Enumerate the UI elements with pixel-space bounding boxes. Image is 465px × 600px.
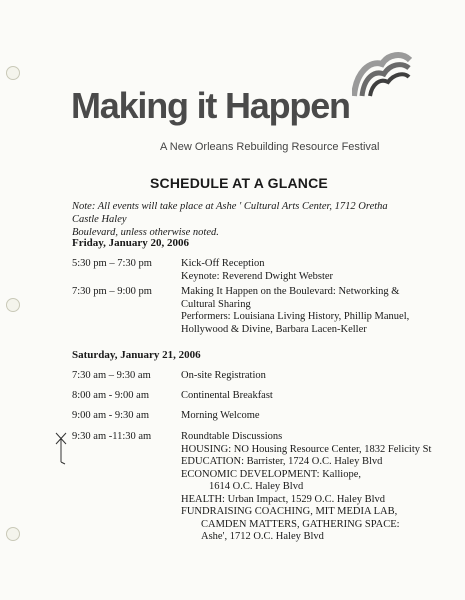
punch-hole-bottom [6, 527, 20, 541]
event-line: HOUSING: NO Housing Resource Center, 1832 Felicity St [181, 443, 432, 455]
event-line: CAMDEN MATTERS, GATHERING SPACE: [201, 518, 400, 530]
event-time: 5:30 pm – 7:30 pm [72, 258, 152, 269]
event-time: 9:00 am - 9:30 am [72, 410, 149, 421]
event-time: 8:00 am - 9:00 am [72, 390, 149, 401]
schedule-heading: SCHEDULE AT A GLANCE [150, 175, 328, 191]
event-line: Continental Breakfast [181, 390, 273, 401]
event-details [181, 370, 421, 383]
note-line: Note: All events will take place at Ashe ' Cultural Arts Center, 1712 Oretha Castle Haley [72, 201, 388, 225]
event-details [181, 390, 421, 403]
event-line: Making It Happen on the Boulevard: Networking & [181, 286, 400, 297]
day-heading-saturday: Saturday, January 21, 2006 [72, 349, 201, 361]
event-line: EDUCATION: Barrister, 1724 O.C. Haley Blvd [181, 456, 383, 467]
event-line: FUNDRAISING COACHING, MIT MEDIA LAB, [181, 506, 398, 517]
event-details [181, 431, 432, 544]
festival-subtitle: A New Orleans Rebuilding Resource Festival [160, 141, 380, 153]
punch-hole-top [6, 66, 20, 80]
event-line: Morning Welcome [181, 410, 260, 421]
event-line: Hollywood & Divine, Barbara Lacen-Keller [181, 323, 367, 335]
festival-title: Making it Happen [71, 85, 350, 126]
punch-hole-middle [6, 298, 20, 312]
event-details [181, 410, 421, 423]
event-line: Ashe', 1712 O.C. Haley Blvd [201, 531, 324, 542]
event-time: 7:30 pm – 9:00 pm [72, 286, 152, 297]
event-line: Keynote: Reverend Dwight Webster [181, 270, 334, 282]
logo-arch-icon [352, 50, 412, 98]
event-line: Kick-Off Reception [181, 258, 265, 269]
note-line: Boulevard, unless otherwise noted. [72, 227, 219, 238]
location-note [72, 200, 412, 239]
event-time: 9:30 am -11:30 am [72, 431, 152, 442]
event-line: Cultural Sharing [181, 298, 251, 310]
event-details [181, 258, 421, 283]
event-line: On-site Registration [181, 370, 266, 381]
event-line: HEALTH: Urban Impact, 1529 O.C. Haley Blvd [181, 493, 386, 505]
event-line: 1614 O.C. Haley Blvd [209, 481, 304, 492]
event-details [181, 286, 421, 336]
event-time: 7:30 am – 9:30 am [72, 370, 151, 381]
event-line: Roundtable Discussions [181, 431, 283, 442]
event-line: ECONOMIC DEVELOPMENT: Kalliope, [181, 468, 362, 480]
day-heading-friday: Friday, January 20, 2006 [72, 237, 190, 249]
handwritten-mark-icon [52, 430, 72, 470]
event-line: Performers: Louisiana Living History, Phillip Manuel, [181, 311, 410, 322]
